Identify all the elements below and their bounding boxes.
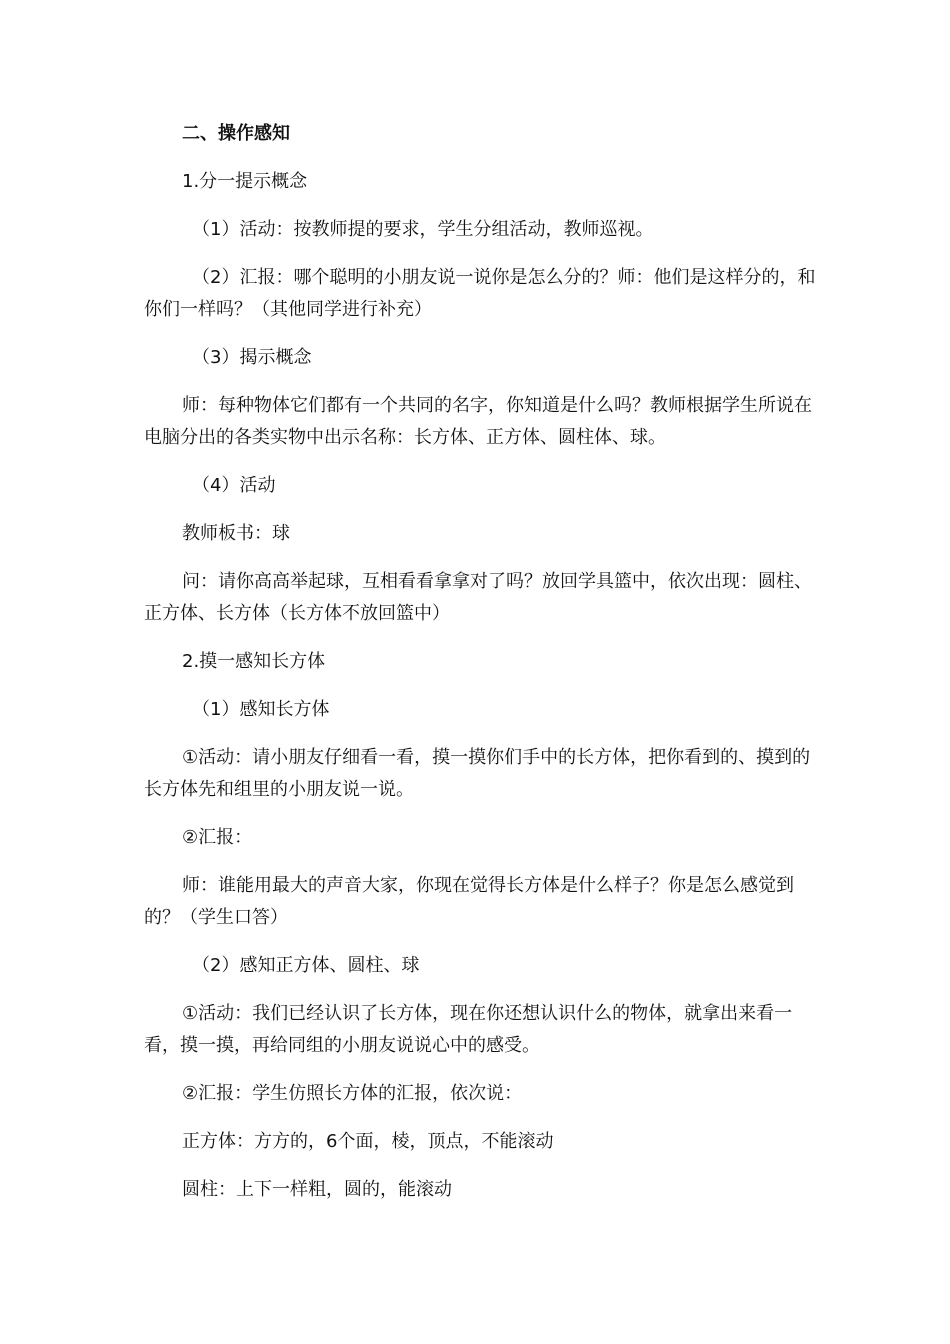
subsection-heading: 1.分一提示概念	[182, 171, 308, 192]
paragraph: 圆柱：上下一样粗，圆的，能滚动	[182, 1179, 452, 1200]
section-heading: 二、操作感知	[182, 123, 290, 144]
paragraph: 正方体：方方的，6个面，棱，顶点，不能滚动	[182, 1131, 554, 1152]
subsection-heading: 2.摸一感知长方体	[182, 651, 326, 672]
paragraph: （4）活动	[192, 475, 276, 496]
paragraph: （1）感知长方体	[192, 699, 330, 720]
paragraph: ②汇报：学生仿照长方体的汇报，依次说：	[182, 1083, 523, 1104]
paragraph: 教师板书：球	[182, 523, 290, 544]
paragraph: ①活动：请小朋友仔细看一看，摸一摸你们手中的长方体，把你看到的、摸到的长方体先和组里的小朋友说一说。	[144, 747, 811, 800]
paragraph: 问：请你高高举起球，互相看看拿拿对了吗？放回学具篮中，依次出现：圆柱、正方体、长方体（长方体不放回篮中）	[144, 571, 812, 624]
paragraph: ②汇报：	[182, 827, 253, 848]
paragraph: 师：每种物体它们都有一个共同的名字，你知道是什么吗？教师根据学生所说在电脑分出的各类实物中出示名称：长方体、正方体、圆柱体、球。	[144, 395, 812, 448]
paragraph: （3）揭示概念	[192, 347, 312, 368]
paragraph: （2）感知正方体、圆柱、球	[192, 955, 420, 976]
paragraph: ①活动：我们已经认识了长方体，现在你还想认识什么的物体，就拿出来看一看，摸一摸，再给同组的小朋友说说心中的感受。	[144, 1003, 793, 1056]
paragraph: 师：谁能用最大的声音大家，你现在觉得长方体是什么样子？你是怎么感觉到的？（学生口答）	[144, 875, 794, 928]
paragraph: （2）汇报：哪个聪明的小朋友说一说你是怎么分的？师：他们是这样分的，和你们一样吗？（其他同学进行补充）	[144, 267, 816, 320]
paragraph: （1）活动：按教师提的要求，学生分组活动，教师巡视。	[192, 219, 654, 240]
